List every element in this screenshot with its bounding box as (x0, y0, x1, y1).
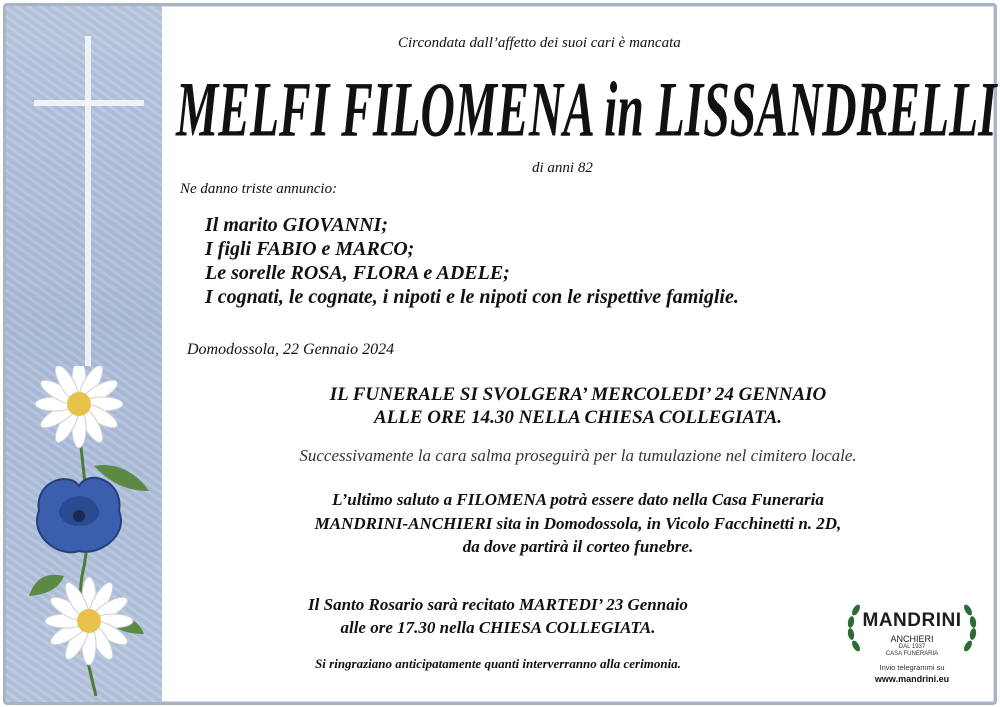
family-line: I cognati, le cognate, i nipoti e le nipoti con le rispettive famiglie. (205, 286, 739, 308)
family-line: Il marito GIOVANNI; (205, 214, 388, 236)
logo-website: www.mandrini.eu (874, 674, 950, 684)
logo-brand: MANDRINI (862, 610, 962, 631)
logo-kind: CASA FUNERARIA (885, 651, 939, 657)
farewell-line: da dove partirà il corteo funebre. (462, 537, 694, 556)
family-line: I figli FABIO e MARCO; (205, 238, 415, 260)
deceased-name: MELFI FILOMENA in LISSANDRELLI (176, 65, 997, 154)
intro-line: Circondata dall’affetto dei suoi cari è mancata (398, 35, 681, 51)
cross-icon (34, 36, 144, 366)
logo-since: DAL 1937 (898, 644, 926, 650)
rosary-line: alle ore 17.30 nella CHIESA COLLEGIATA. (340, 618, 656, 637)
farewell-line: L’ultimo saluto a FILOMENA potrà essere dato nella Casa Funeraria (332, 490, 824, 509)
funeral-home-logo (842, 596, 982, 691)
farewell-line: MANDRINI-ANCHIERI sita in Domodossola, in Vicolo Facchinetti n. 2D, (314, 514, 842, 533)
burial-note: Successivamente la cara salma proseguirà per la tumulazione nel cimitero locale. (299, 446, 857, 465)
age-line: di anni 82 (532, 160, 593, 176)
funeral-line: IL FUNERALE SI SVOLGERA’ MERCOLEDI’ 24 GENNAIO (329, 384, 827, 405)
family-line: Le sorelle ROSA, FLORA e ADELE; (205, 262, 510, 284)
announce-line: Ne danno triste annuncio: (180, 181, 338, 197)
place-date: Domodossola, 22 Gennaio 2024 (187, 341, 395, 358)
funeral-line: ALLE ORE 14.30 NELLA CHIESA COLLEGIATA. (373, 407, 783, 428)
rosary-line: Il Santo Rosario sarà recitato MARTEDI’ 23 Gennaio (308, 595, 688, 614)
flowers-decoration-icon (24, 366, 164, 696)
thanks-line: Si ringraziano anticipatamente quanti interverranno alla cerimonia. (315, 656, 681, 671)
logo-sub: ANCHIERI (890, 634, 934, 644)
logo-telegram-note: Invio telegrammi su (879, 663, 945, 672)
